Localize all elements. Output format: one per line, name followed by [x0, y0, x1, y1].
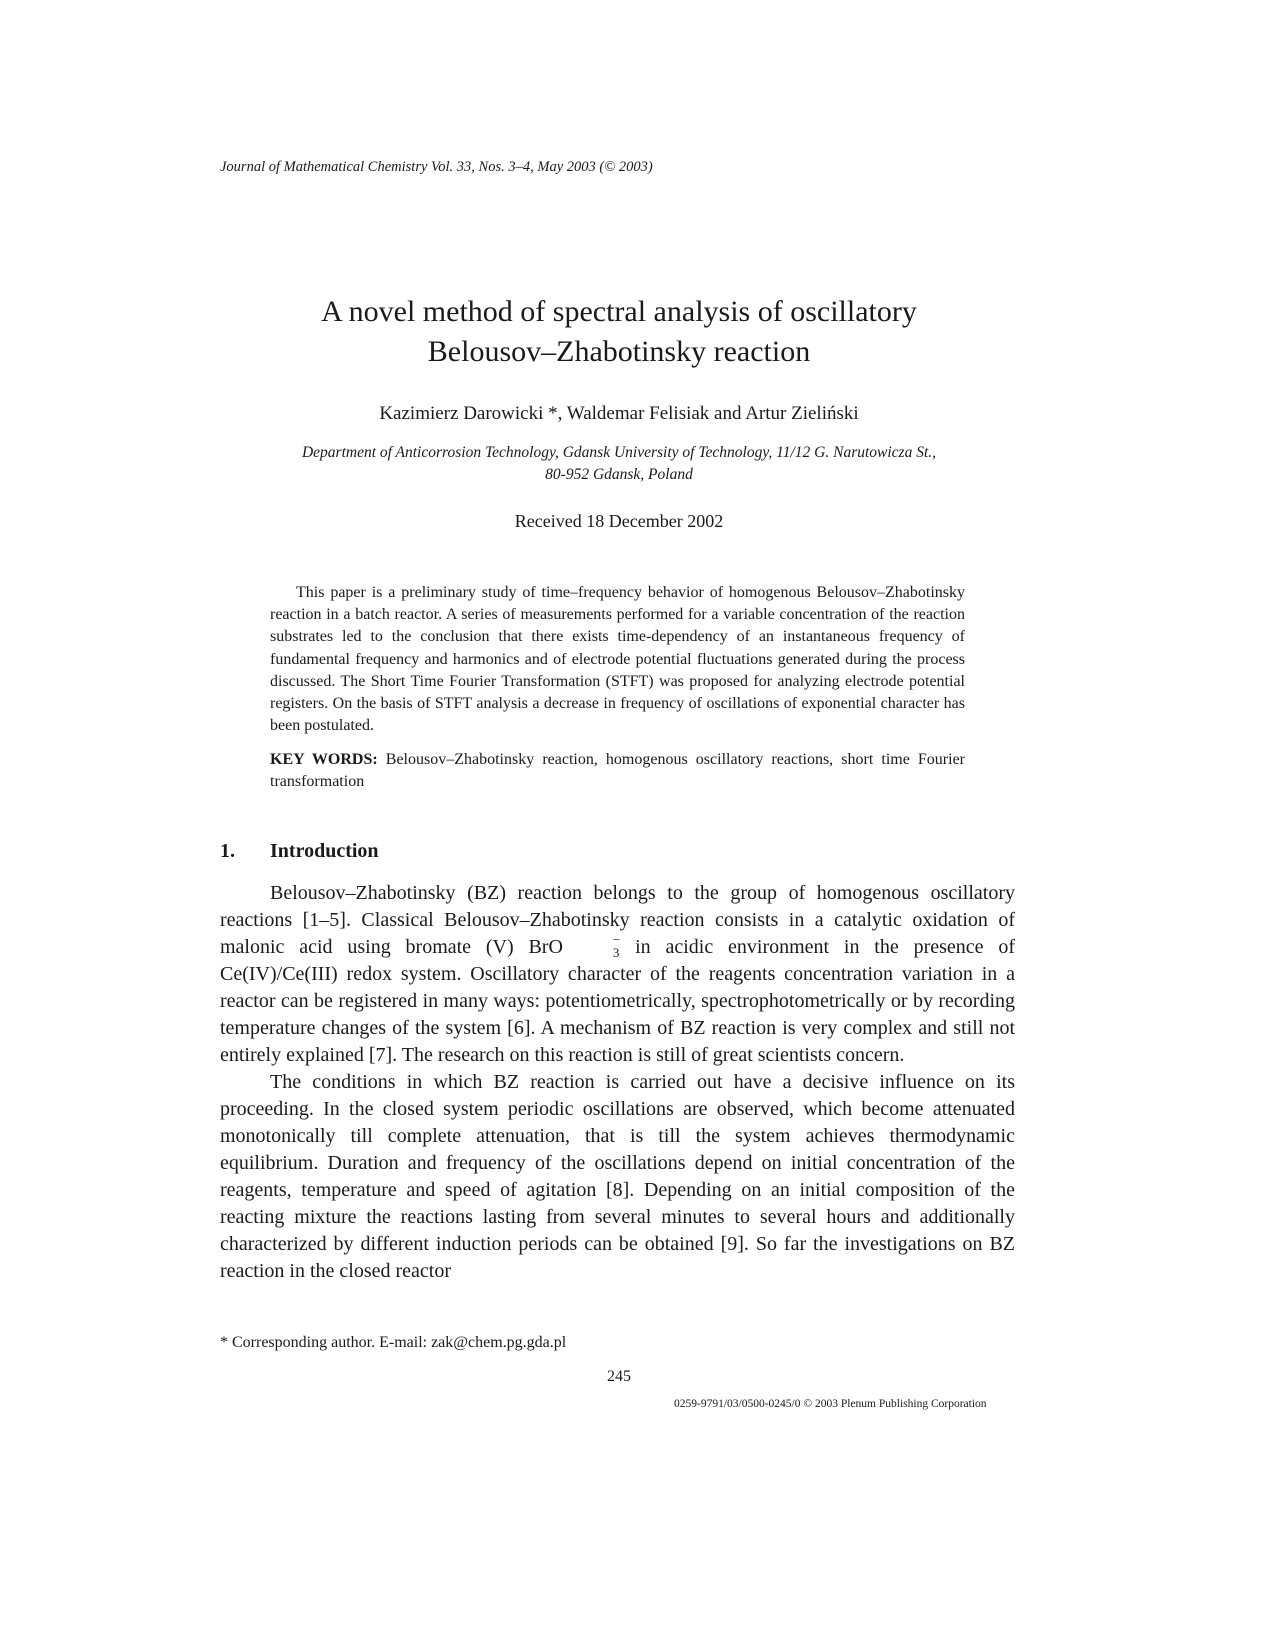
page-number: 245: [607, 1368, 631, 1385]
copyright-line: 0259-9791/03/0500-0245/0 © 2003 Plenum Publishing Corporation: [674, 1398, 987, 1410]
affiliation-line-2: 80-952 Gdansk, Poland: [545, 466, 693, 483]
bromate-sub-sup: [563, 933, 620, 959]
author-list: Kazimierz Darowicki *, Waldemar Felisiak and Artur Zieliński: [379, 403, 859, 424]
bromate-charge: −: [612, 932, 621, 948]
bromate-subscript: 3: [612, 945, 620, 961]
journal-header: Journal of Mathematical Chemistry Vol. 33, Nos. 3–4, May 2003 (© 2003): [220, 159, 653, 175]
paragraph-1-part-b: in acidic environment in the presence of Ce(IV)/Ce(III) redox system. Oscillatory character of the reagents concentration variation in a reactor can be registered in many ways: potentiometrically, spectrophotometrically or by recording temperature changes of the system [6]. A mechanism of BZ reaction is very complex and still not entirely explained [7]. The research on this reaction is still of great scientists concern.: [220, 936, 1015, 1067]
section-number: 1.: [220, 840, 235, 862]
paragraph-1: [220, 880, 1015, 1069]
paper-title-line-2: Belousov–Zhabotinsky reaction: [427, 335, 811, 368]
footnote: * Corresponding author. E-mail: zak@chem.pg.gda.pl: [220, 1334, 567, 1351]
section-heading: [220, 840, 379, 863]
abstract-text: This paper is a preliminary study of time–frequency behavior of homogenous Belousov–Zhabotinsky reaction in a batch reactor. A series of measurements performed for a variable concentration of the reaction substrates led to the conclusion that there exists time-dependency of an instantaneous frequency of fundamental frequency and harmonics and of electrode potential fluctuations generated during the process discussed. The Short Time Fourier Transformation (STFT) was proposed for analyzing electrode potential registers. On the basis of STFT analysis a decrease in frequency of oscillations of exponential character has been postulated.: [270, 584, 965, 735]
keywords-label: KEY WORDS:: [270, 751, 378, 768]
keywords: [270, 749, 965, 793]
abstract: [270, 582, 965, 737]
keywords-text: Belousov–Zhabotinsky reaction, homogenous oscillatory reactions, short time Fourier transformation: [270, 751, 966, 791]
section-title: Introduction: [270, 840, 379, 862]
paragraph-1-part-a: Belousov–Zhabotinsky (BZ) reaction belongs to the group of homogenous oscillatory reactions [1–5]. Classical Belousov–Zhabotinsky reaction consists in a catalytic oxidation of malonic acid using bromate (V) BrO: [220, 882, 1015, 958]
received-date: Received 18 December 2002: [514, 511, 724, 531]
paragraph-2: The conditions in which BZ reaction is carried out have a decisive influence on its proceeding. In the closed system periodic oscillations are observed, which become attenuated monotonically till complete attenuation, that is till the system achieves thermodynamic equilibrium. Duration and frequency of the oscillations depend on initial concentration of the reagents, temperature and speed of agitation [8]. Depending on an initial composition of the reacting mixture the reactions lasting from several minutes to several hours and additionally characterized by different induction periods can be obtained [9]. So far the investigations on BZ reaction in the closed reactor: [220, 1071, 1015, 1283]
affiliation-line-1: Department of Anticorrosion Technology, Gdansk University of Technology, 11/12 G. Narutowicza St.,: [301, 444, 937, 461]
paper-title-line-1: A novel method of spectral analysis of oscillatory: [321, 295, 917, 328]
body-text: [220, 880, 1015, 1285]
